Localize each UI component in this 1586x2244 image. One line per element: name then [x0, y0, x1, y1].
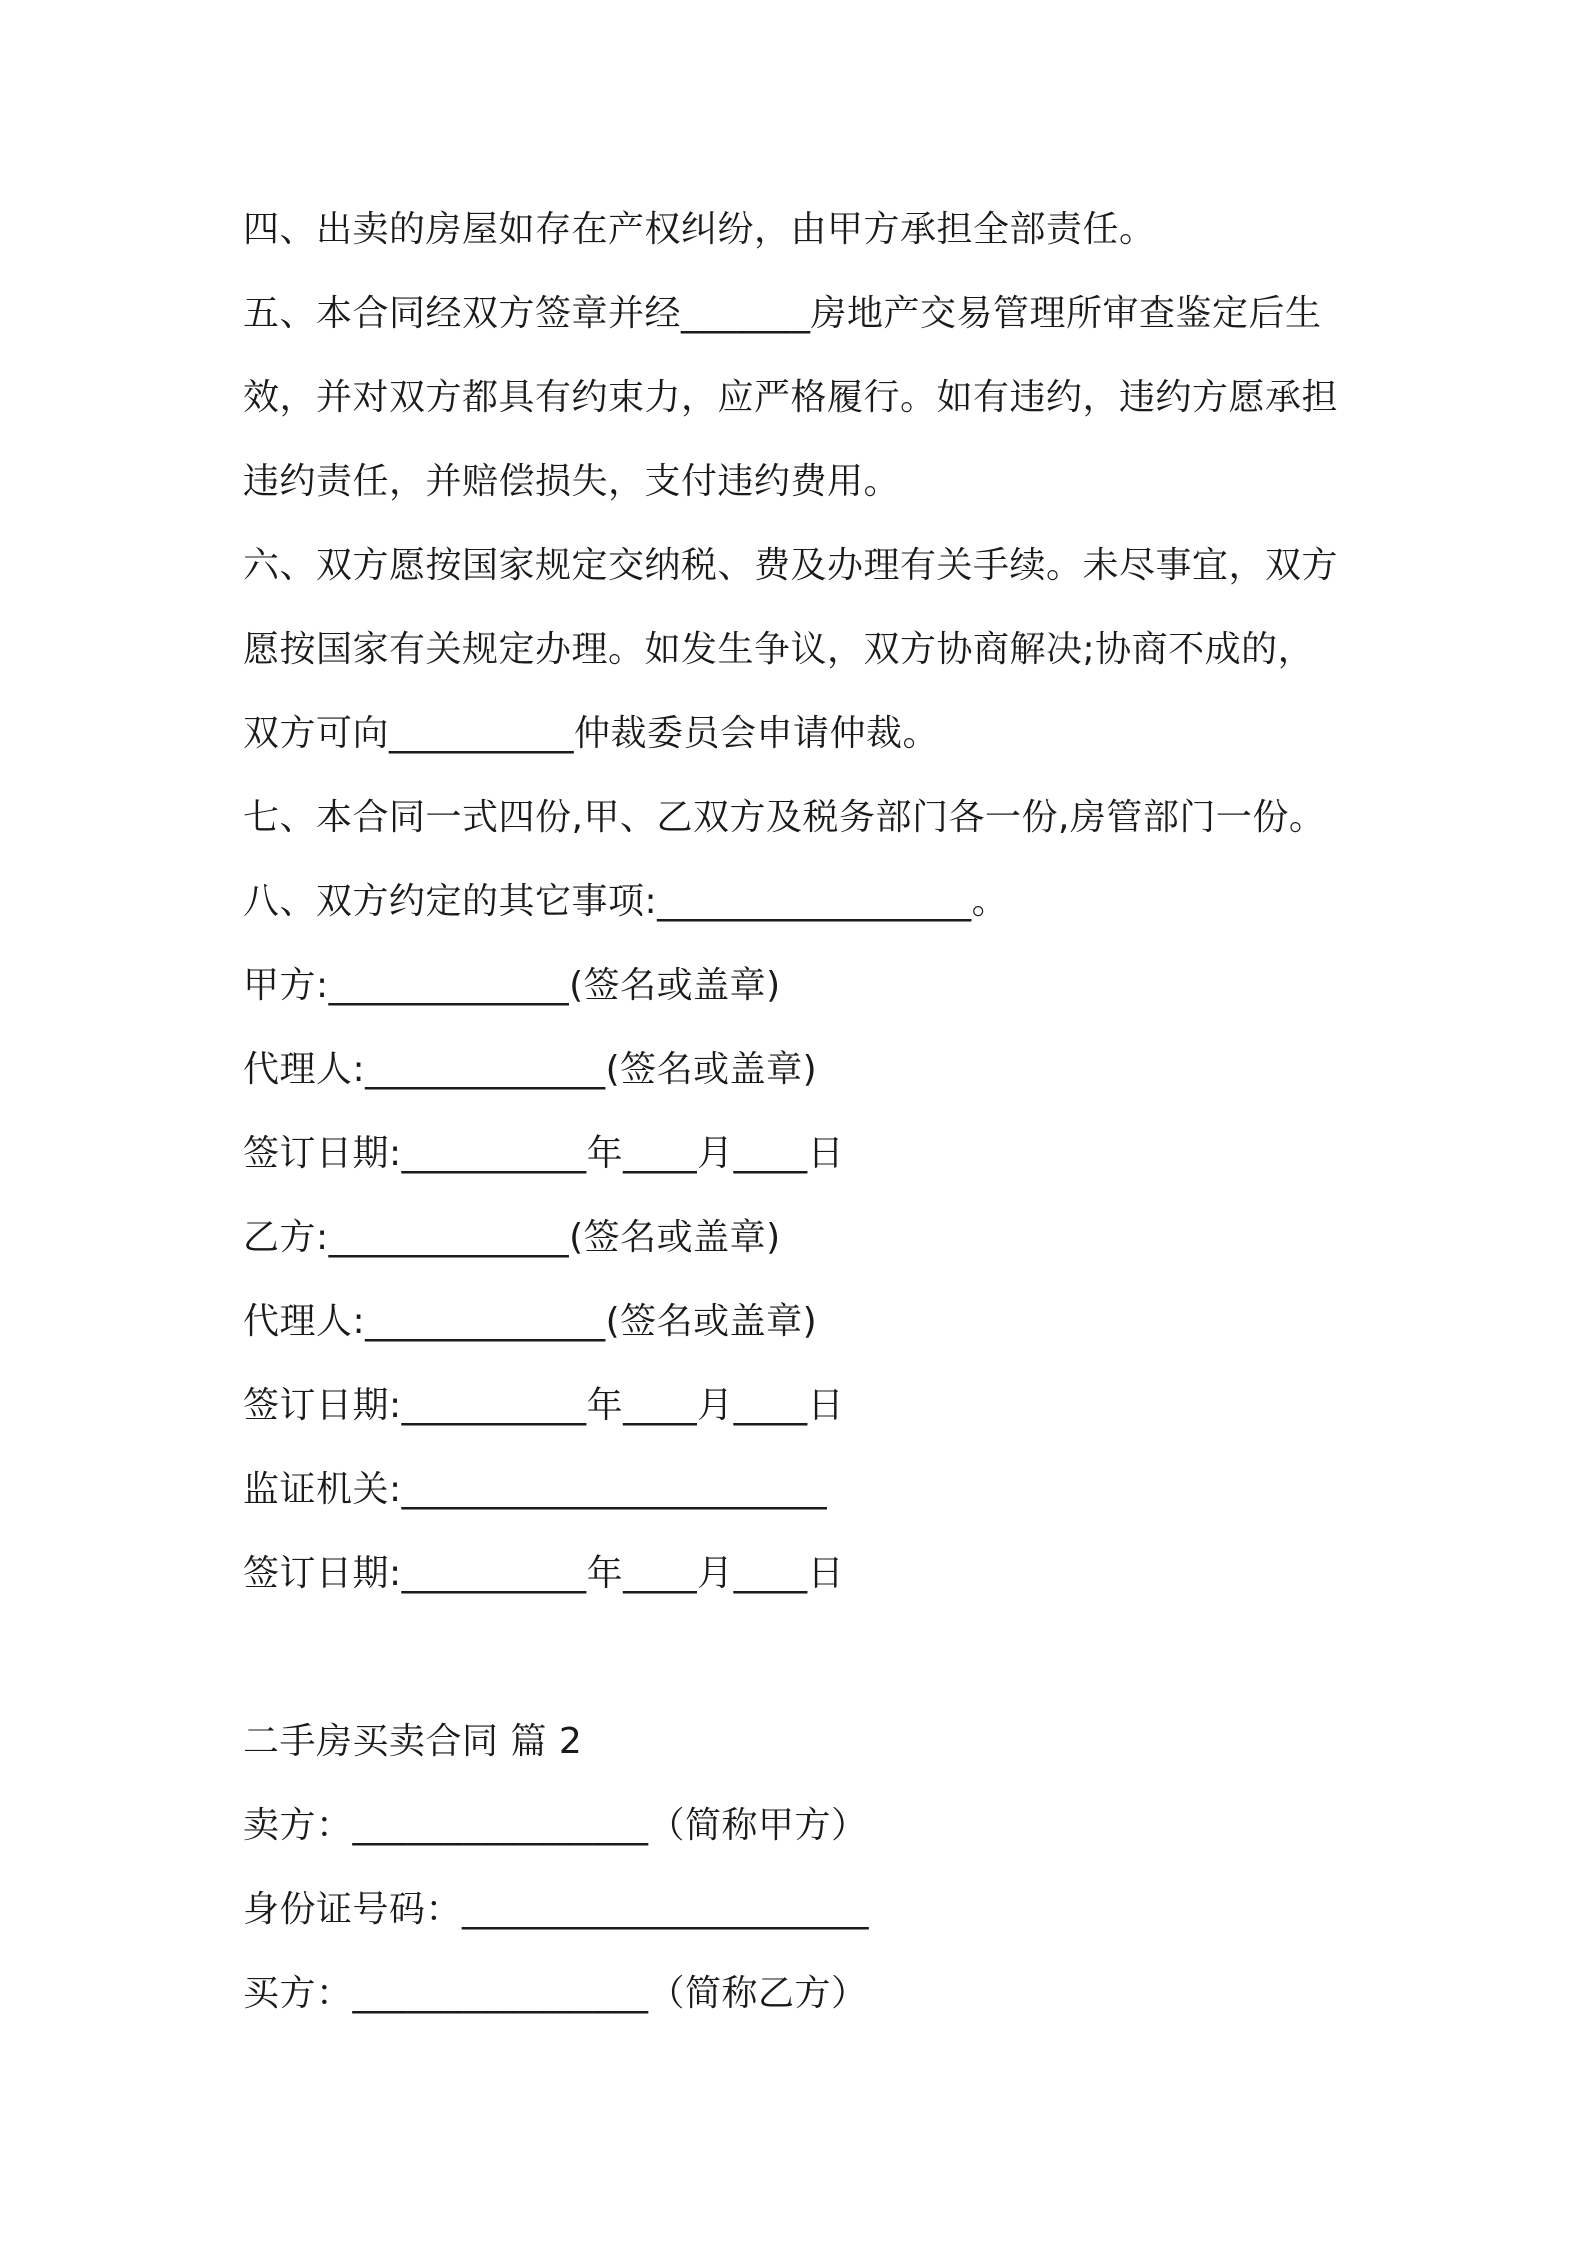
clause-6-line-2: 愿按国家有关规定办理。如发生争议，双方协商解决;协商不成的， [243, 629, 1315, 670]
party-a-signature: 甲方:_____________(签名或盖章) [243, 965, 781, 1006]
party-b-agent-signature: 代理人:_____________(签名或盖章) [243, 1301, 818, 1342]
clause-6-line-1: 六、双方愿按国家规定交纳税、费及办理有关手续。未尽事宜，双方 [243, 545, 1339, 586]
party-b-signature: 乙方:_____________(签名或盖章) [243, 1217, 781, 1258]
clause-5-line-3: 违约责任，并赔偿损失，支付违约费用。 [243, 461, 901, 502]
notary-authority: 监证机关:_______________________ [243, 1469, 828, 1510]
party-b-sign-date: 签订日期:__________年____月____日 [243, 1385, 845, 1426]
seller-field: 卖方：________________（简称甲方） [243, 1805, 868, 1846]
party-a-sign-date: 签订日期:__________年____月____日 [243, 1133, 845, 1174]
clause-7: 七、本合同一式四份,甲、乙双方及税务部门各一份,房管部门一份。 [243, 797, 1326, 838]
clause-8: 八、双方约定的其它事项:_________________。 [243, 881, 1009, 922]
party-a-agent-signature: 代理人:_____________(签名或盖章) [243, 1049, 818, 1090]
clause-5-line-2: 效，并对双方都具有约束力，应严格履行。如有违约，违约方愿承担 [243, 377, 1339, 418]
clause-5-line-1: 五、本合同经双方签章并经_______房地产交易管理所审查鉴定后生 [243, 293, 1322, 334]
id-number-field: 身份证号码：______________________ [243, 1889, 870, 1930]
clause-4: 四、出卖的房屋如存在产权纠纷，由甲方承担全部责任。 [243, 209, 1156, 250]
notary-sign-date: 签订日期:__________年____月____日 [243, 1553, 845, 1594]
buyer-field: 买方：________________（简称乙方） [243, 1973, 868, 2014]
contract-2-title: 二手房买卖合同 篇 2 [243, 1721, 583, 1762]
clause-6-line-3: 双方可向__________仲裁委员会申请仲裁。 [243, 713, 940, 754]
